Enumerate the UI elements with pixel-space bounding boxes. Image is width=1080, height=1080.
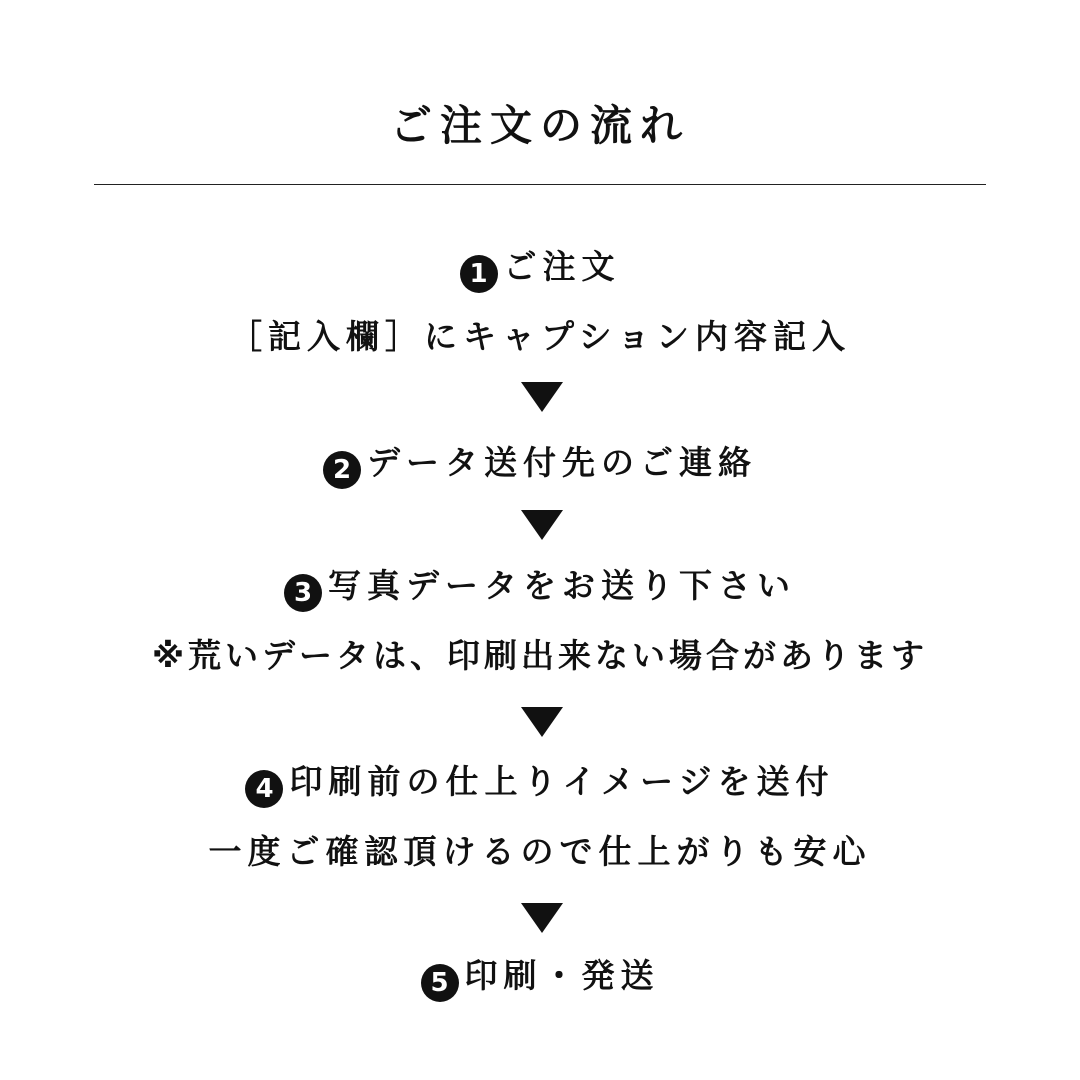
step-3-heading-text: 写真データをお送り下さい — [328, 566, 796, 605]
step-2-heading — [0, 440, 1080, 489]
page-title: ご注文の流れ — [389, 101, 690, 150]
step-3-number-badge: 3 — [284, 574, 322, 612]
step-5-heading — [0, 953, 1080, 1002]
step-4-heading — [0, 759, 1080, 808]
step-5-heading-text: 印刷・発送 — [464, 956, 660, 995]
down-triangle-icon — [521, 707, 563, 737]
title-divider — [94, 184, 986, 185]
step-1-number-badge: 1 — [460, 255, 498, 293]
step-4-heading-text: 印刷前の仕上りイメージを送付 — [289, 762, 835, 801]
down-triangle-icon — [521, 382, 563, 412]
step-4-number-badge: 4 — [245, 770, 283, 808]
down-triangle-icon — [521, 510, 563, 540]
down-triangle-icon — [521, 903, 563, 933]
step-1-heading — [0, 244, 1080, 293]
step-5-number-badge: 5 — [421, 964, 459, 1002]
step-3-heading — [0, 563, 1080, 612]
step-1-note: ［記入欄］にキャプション内容記入 — [228, 317, 852, 356]
step-1-heading-text: ご注文 — [503, 247, 621, 286]
step-4-note: 一度ご確認頂けるので仕上がりも安心 — [208, 832, 872, 871]
step-3-note: ※荒いデータは、印刷出来ない場合があります — [151, 636, 929, 675]
step-2-heading-text: データ送付先のご連絡 — [367, 443, 757, 482]
step-2-number-badge: 2 — [323, 451, 361, 489]
